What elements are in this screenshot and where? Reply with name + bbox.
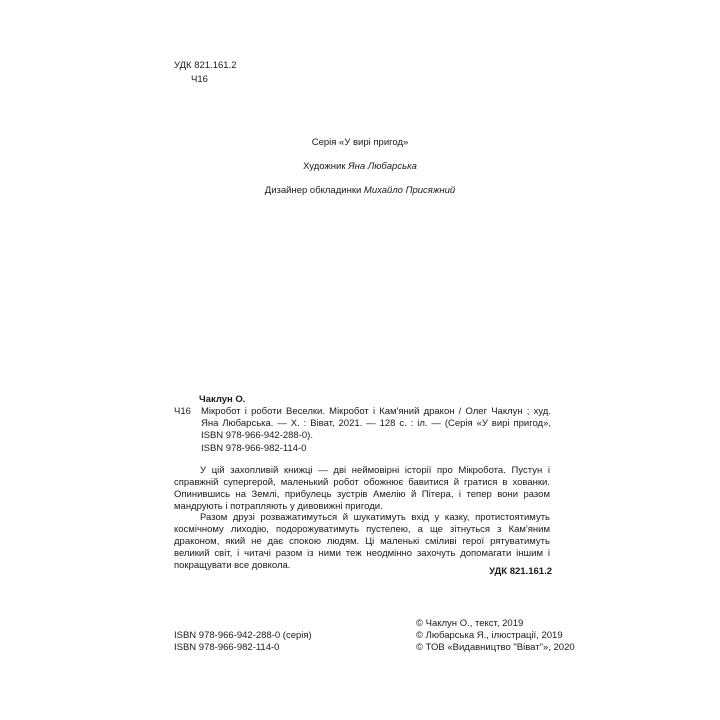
illustrator-name: Яна Любарська <box>348 161 417 172</box>
annotation-paragraph-1 <box>174 465 550 513</box>
author-code: Ч16 <box>174 406 191 417</box>
author-heading: Чаклун О. <box>199 394 246 405</box>
author-code-top: Ч16 <box>191 74 208 85</box>
annotation-text-2: Разом друзі розважатимуться й шукатимуть вхід у казку, протистоятимуть космічному лиходію, подорожуватимуть пустелею, а ще зітнуться з Кам'яним драконом, який не дає спокою людям. Ці маленькі сміливі герої рятуватимуть великий світ, і читачі разом із ними теж неодмінно захочуть допомагати іншим і покращувати все довкола. <box>174 512 550 571</box>
designer-role: Дизайнер обкладинки <box>264 185 362 196</box>
copyright-illustrations: © Любарська Я., ілюстрації, 2019 <box>416 630 563 641</box>
copyright-publisher: © ТОВ «Видавництво "Віват"», 2020 <box>416 642 575 653</box>
udk-top: УДК 821.161.2 <box>174 60 237 71</box>
designer-name: Михайло Присяжний <box>363 185 456 196</box>
isbn-book: ISBN 978-966-982-114-0 <box>174 642 280 653</box>
illustrator-line <box>0 161 720 173</box>
bibliographic-entry-isbn: ISBN 978-966-942-288-0). <box>201 430 313 441</box>
series-line: Серія «У вирі пригод» <box>311 137 409 148</box>
udk-bottom: УДК 821.161.2 <box>489 566 552 577</box>
designer-line <box>0 185 720 197</box>
illustrator-role: Художник <box>303 161 346 172</box>
isbn-series: ISBN 978-966-942-288-0 (серія) <box>174 630 312 641</box>
annotation-text-1: У цій захопливій книжці — дві неймовірні історії про Мікробота. Пустун і справжній супергерой, маленький робот обожнює бавитися й гратися в хованки. Опинившись на Землі, прибулець зустрів Амелію й Пітера, і тепер вони разом мандрують і потрапляють у дивовижні пригоди. <box>174 465 550 512</box>
bibliographic-entry: Мікробот і роботи Веселки. Мікробот і Кам'яний дракон / Олег Чаклун ; худ. Яна Любарська. — Х. : Віват, 2021. — 128 с. : іл. — (Серія «У вирі пригод», <box>201 406 551 429</box>
annotation-paragraph-2 <box>174 512 550 572</box>
bibliographic-isbn: ISBN 978-966-982-114-0 <box>201 443 307 454</box>
copyright-text: © Чаклун О., текст, 2019 <box>416 618 524 629</box>
